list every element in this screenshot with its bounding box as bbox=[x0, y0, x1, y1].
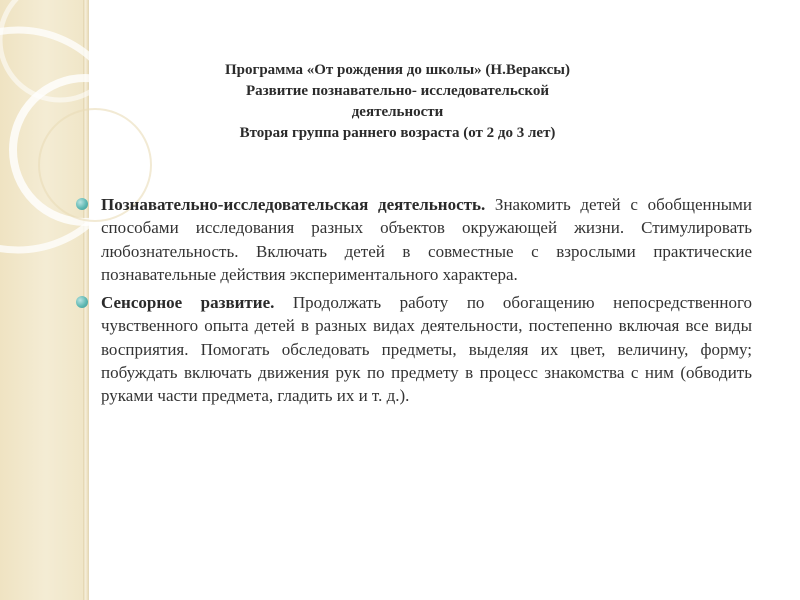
title-line-4: Вторая группа раннего возраста (от 2 до 3 лет) bbox=[239, 125, 556, 141]
bullet-list bbox=[76, 193, 752, 413]
list-item bbox=[76, 291, 752, 407]
item-heading: Познавательно-исследовательская деятельность. bbox=[101, 195, 486, 214]
list-item bbox=[76, 193, 752, 286]
bullet-icon bbox=[76, 198, 88, 210]
slide-title bbox=[150, 60, 645, 144]
item-text: Знакомить детей с обобщенными способами исследования разных объектов окружающей жизни. Стимулировать любознательность. Включать детей в совместные с взрослыми практические познавательные действия экспериментального характера. bbox=[101, 195, 752, 284]
title-line-3: деятельности bbox=[351, 104, 444, 120]
title-line-1: Программа «От рождения до школы» (Н.Вераксы) bbox=[225, 62, 570, 78]
bullet-icon bbox=[76, 296, 88, 308]
title-line-2: Развитие познавательно- исследовательской bbox=[245, 83, 550, 99]
item-heading: Сенсорное развитие. bbox=[101, 293, 275, 313]
item-text: Продолжать работу по обогащению непосредственного чувственного опыта детей в разных видах деятельности, постепенно включая все виды восприятия. Помогать обследовать предметы, выделяя их цвет, величину, форму; побуждать включать движения рук по предмету в процесс знакомства с ним (обводить руками части предмета, гладить их и т. д.). bbox=[101, 293, 753, 406]
